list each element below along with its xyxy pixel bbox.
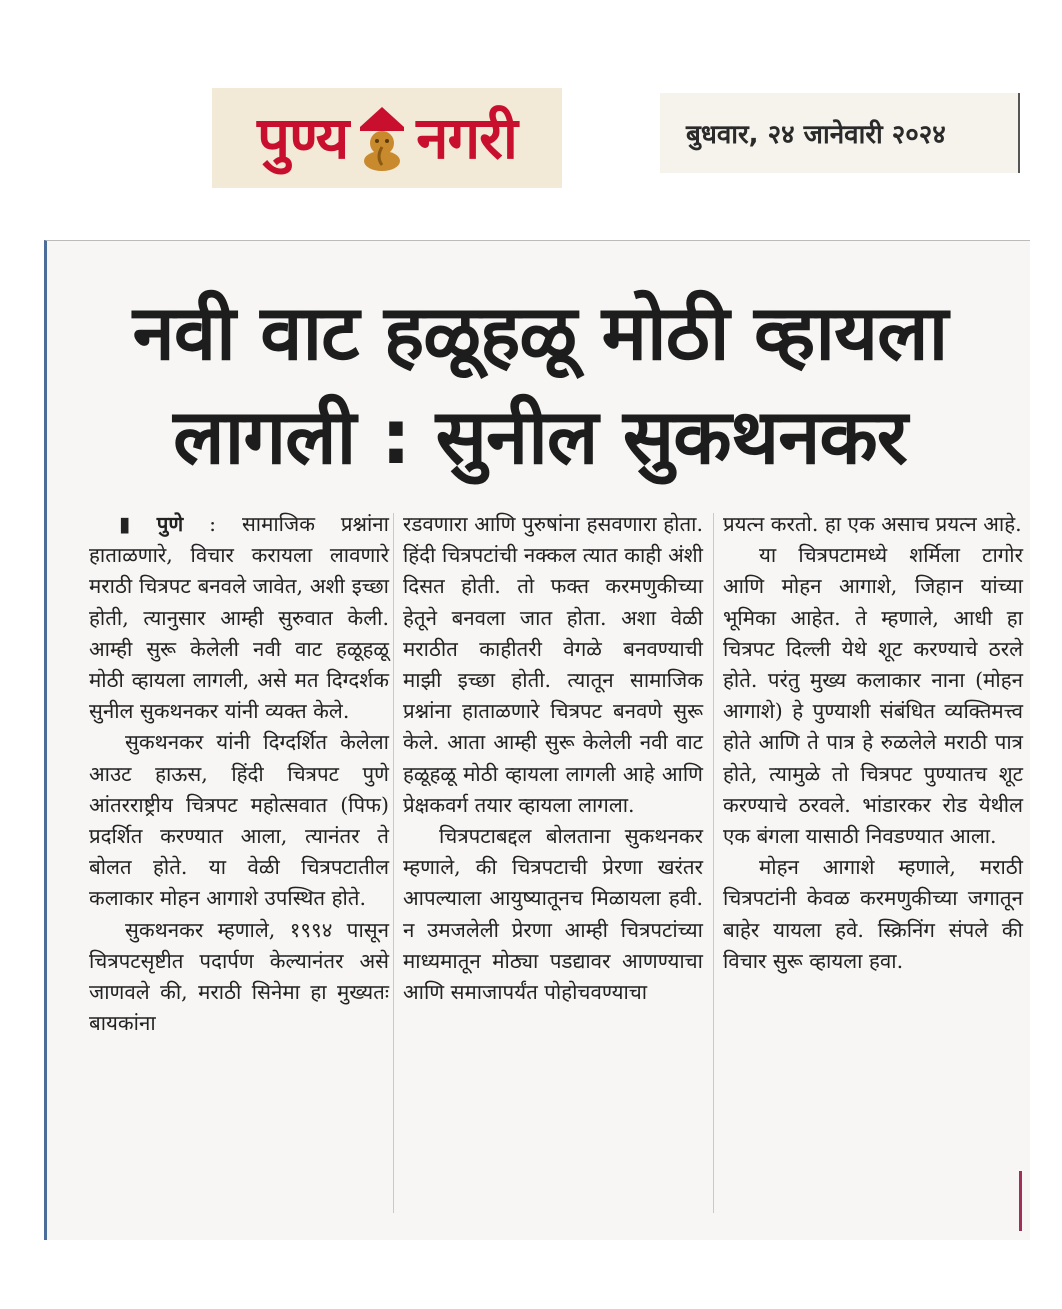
paragraph-text: : सामाजिक प्रश्नांना हाताळणारे, विचार करायला लावणारे मराठी चित्रपट बनवले जावेत, अशी इच्छा होती, त्यानुसार आम्ही सुरुवात केली. आम्ही सुरू केलेली नवी वाट हळूहळू मोठी व्हायला लागली, असे मत दिग्दर्शक सुनील सुकथनकर यांनी व्यक्त केले. <box>89 512 389 724</box>
paragraph: चित्रपटाबद्दल बोलताना सुकथनकर म्हणाले, की चित्रपटाची प्रेरणा खरंतर आपल्याला आयुष्यातूनच मिळायला हवी. न उमजलेली प्रेरणा आम्ही चित्रपटांच्या माध्यमातून मोठ्या पडद्यावर आणण्याचा आणि समाजापर्यंत पोहोचवण्याचा <box>403 824 703 1005</box>
column-divider <box>713 513 714 1213</box>
column-divider <box>393 513 394 1213</box>
column-1 <box>89 509 389 1039</box>
paragraph <box>89 509 389 727</box>
column-2 <box>403 509 703 1008</box>
column-3 <box>723 509 1023 977</box>
headline-line-1: नवी वाट हळूहळू मोठी व्हायला <box>132 288 948 377</box>
ganesha-icon <box>354 103 410 173</box>
headline <box>47 281 1033 489</box>
dateline: बुधवार, २४ जानेवारी २०२४ <box>660 93 1020 173</box>
paragraph: या चित्रपटामध्ये शर्मिला टागोर आणि मोहन आगाशे, जिहान यांच्या भूमिका आहेत. ते म्हणाले, आधी हा चित्रपट दिल्ली येथे शूट करण्याचे ठरले होते. परंतु मुख्य कलाकार नाना (मोहन आगाशे) हे पुण्याशी संबंधित व्यक्तिमत्त्व होते आणि ते पात्र हे रुळलेले मराठी पात्र होते, त्यामुळे तो चित्रपट पुण्यातच शूट करण्याचे ठरवले. भांडारकर रोड येथील एक बंगला यासाठी निवडण्यात आला. <box>723 543 1023 849</box>
masthead-right-word: नगरी <box>416 104 517 172</box>
paragraph: सुकथनकर म्हणाले, १९९४ पासून चित्रपटसृष्टीत पदार्पण केल्यानंतर असे जाणवले की, मराठी सिनेमा हा मुख्यतः बायकांना <box>89 917 389 1036</box>
place-dateline: ▮ पुणे <box>119 512 184 536</box>
edge-mark <box>1019 1171 1022 1231</box>
paragraph: प्रयत्न करतो. हा एक असाच प्रयत्न आहे. <box>723 512 1022 536</box>
paragraph: मोहन आगाशे म्हणाले, मराठी चित्रपटांनी केवळ करमणुकीच्या जगातून बाहेर यायला हवे. स्क्रिनिंग संपले की विचार सुरू व्हायला हवा. <box>723 855 1023 973</box>
paragraph: रडवणारा आणि पुरुषांना हसवणारा होता. हिंदी चित्रपटांची नक्कल त्यात काही अंशी दिसत होती. तो फक्त करमणुकीच्या हेतूने बनवला जात होता. अशा वेळी मराठीत काहीतरी वेगळे बनवण्याची माझी इच्छा होती. त्यातून सामाजिक प्रश्नांना हाताळणारे चित्रपट बनवणे सुरू केले. आता आम्ही सुरू केलेली नवी वाट हळूहळू मोठी व्हायला लागली आहे आणि प्रेक्षकवर्ग तयार व्हायला लागला. <box>403 512 703 817</box>
paragraph: सुकथनकर यांनी दिग्दर्शित केलेला आउट हाऊस, हिंदी चित्रपट पुणे आंतरराष्ट्रीय चित्रपट महोत्सवात (पिफ) प्रदर्शित करण्यात आला, त्यानंतर ते बोलत होते. या वेळी चित्रपटातील कलाकार मोहन आगाशे उपस्थित होते. <box>89 730 389 911</box>
article-clipping <box>44 240 1030 1240</box>
masthead-left-word: पुण्य <box>257 104 349 172</box>
headline-line-2: लागली : सुनील सुकथनकर <box>173 392 907 481</box>
masthead-logo <box>212 88 562 188</box>
